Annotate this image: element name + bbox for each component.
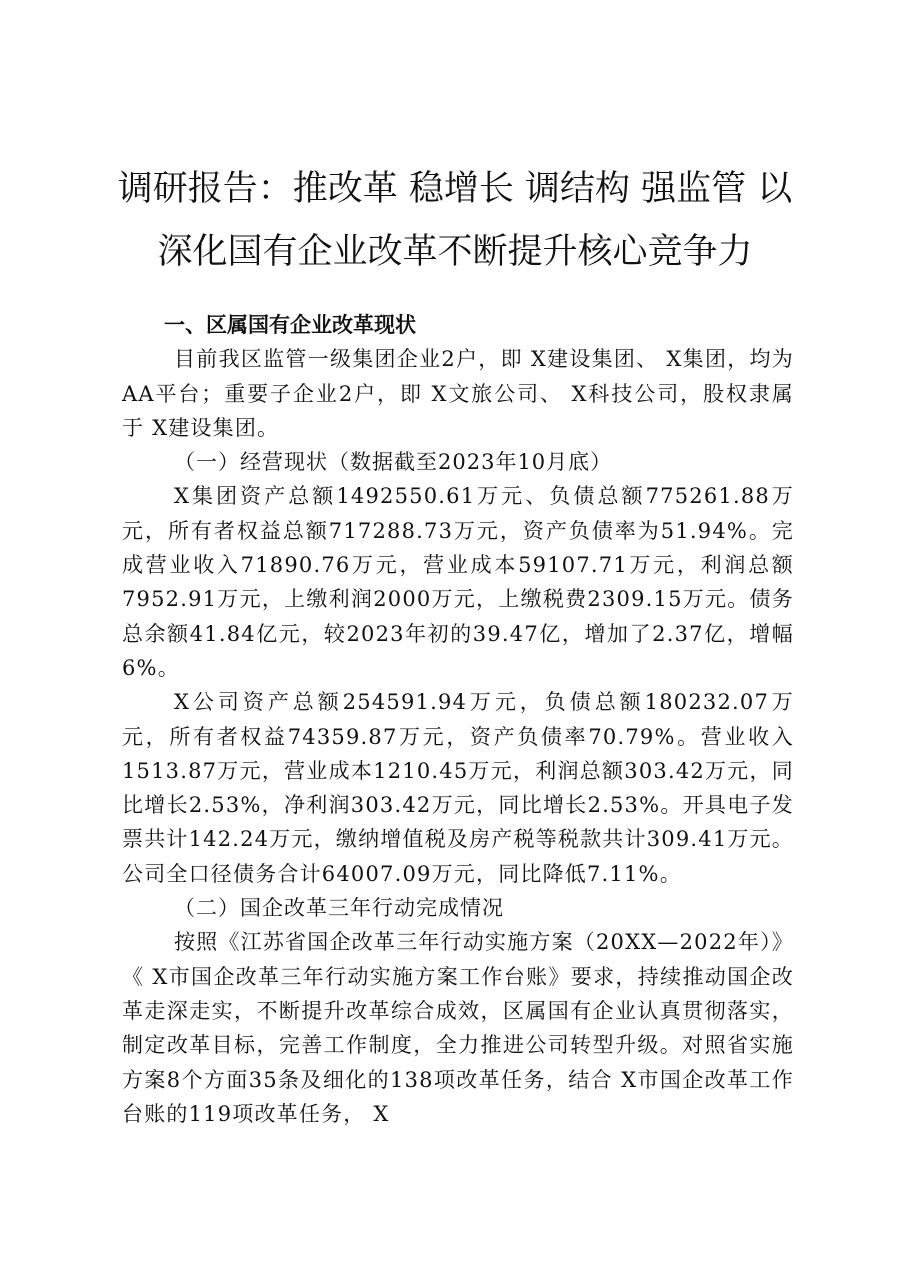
group-finance-paragraph: X集团资产总额1492550.61万元、负债总额775261.88万元，所有者权益总额717288.73万元，资产负债率为51.94%。完成营业收入71890.76万元，营业成本59107.71万元，利润总额7952.91万元，上缴利润2000万元，上缴税费2309.15万元。债务总余额41.84亿元，较2023年初的39.47亿，增加了2.37亿，增幅6%。 <box>122 484 794 680</box>
document-title <box>100 158 810 284</box>
section-heading-1: 一、区属国有企业改革现状 <box>164 313 416 337</box>
title-line-2: 深化国有企业改革不断提升核心竞争力 <box>157 232 753 272</box>
intro-paragraph: 目前我区监管一级集团企业2户，即 X建设集团、 X集团，均为AA平台；重要子企业2户，即 X文旅公司、 X科技公司，股权隶属于 X建设集团。 <box>122 347 794 440</box>
subsection-heading-operations: （一）经营现状（数据截至2023年10月底） <box>174 450 613 475</box>
reform-paragraph: 按照《江苏省国企改革三年行动实施方案（20XX—2022年）》《 X市国企改革三年行动实施方案工作台账》要求，持续推动国企改革走深走实，不断提升改革综合成效，区属国有企业认真贯彻落实，制定改革目标，完善工作制度，全力推进公司转型升级。对照省实施方案8个方面35条及细化的138项改革任务，结合 X市国企改革工作台账的119项改革任务， X <box>122 930 794 1126</box>
document-body <box>122 308 794 1131</box>
company-finance-paragraph: X公司资产总额254591.94万元，负债总额180232.07万元，所有者权益74359.87万元，资产负债率70.79%。营业收入1513.87万元，营业成本1210.45万元，利润总额303.42万元，同比增长2.53%，净利润303.42万元，同比增长2.53%。开具电子发票共计142.24万元，缴纳增值税及房产税等税款共计309.41万元。公司全口径债务合计64007.09万元，同比降低7.11%。 <box>122 690 794 886</box>
subsection-heading-reform: （二）国企改革三年行动完成情况 <box>174 896 504 921</box>
title-line-1: 调研报告：推改革 稳增长 调结构 强监管 以 <box>117 169 793 209</box>
